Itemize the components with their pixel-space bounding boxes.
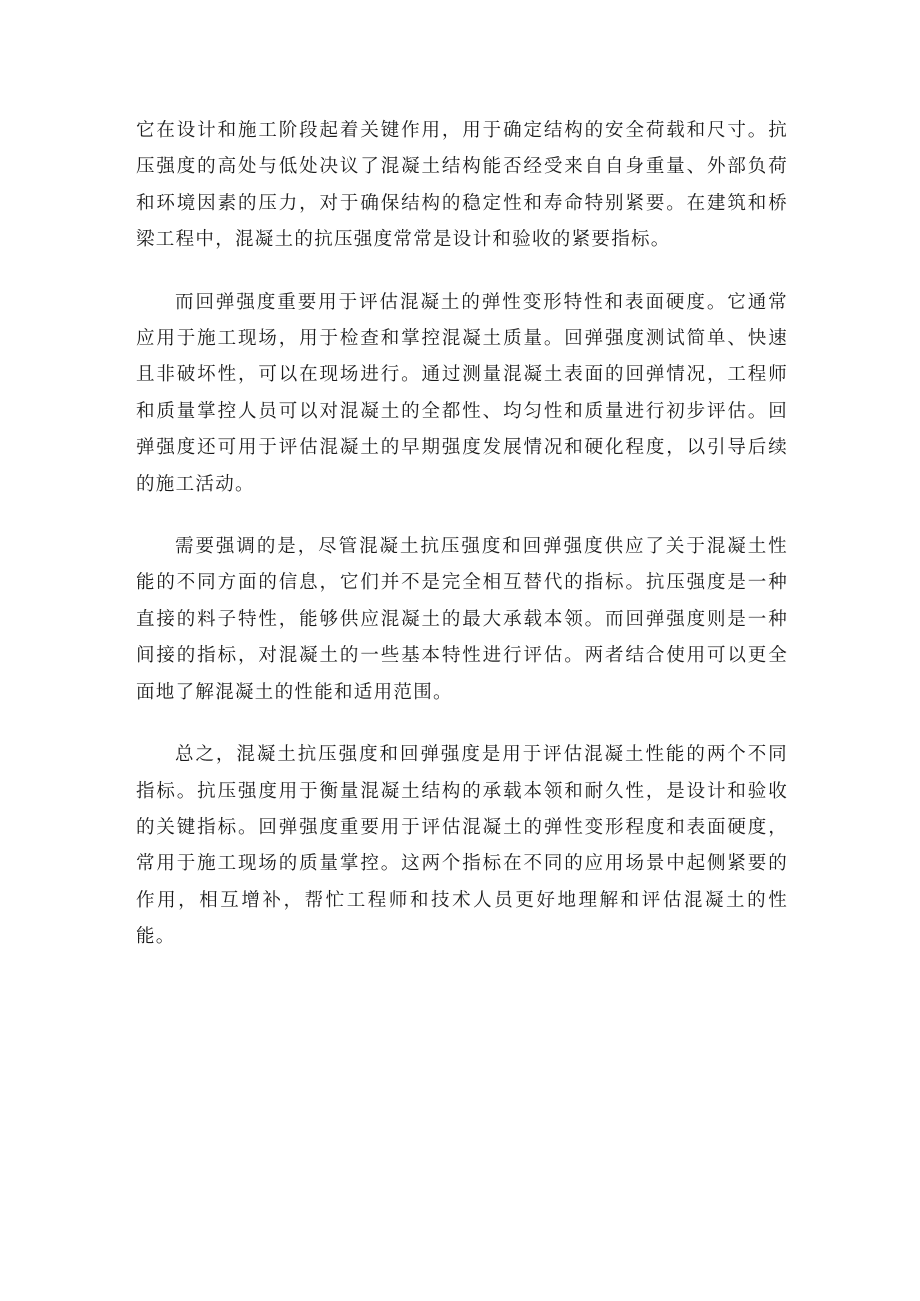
paragraph-summary: 总之，混凝土抗压强度和回弹强度是用于评估混凝土性能的两个不同指标。抗压强度用于衡量混凝土结构的承载本领和耐久性，是设计和验收的关键指标。回弹强度重要用于评估混凝土的弹性变形程度和表面硬度，常用于施工现场的质量掌控。这两个指标在不同的应用场景中起侧紧要的作用，相互增补，帮忙工程师和技术人员更好地理解和评估混凝土的性能。	[136, 744, 788, 948]
paragraph-not-substitutes: 需要强调的是，尽管混凝土抗压强度和回弹强度供应了关于混凝土性能的不同方面的信息，它们并不是完全相互替代的指标。抗压强度是一种直接的料子特性，能够供应混凝土的最大承载本领。而回弹强度则是一种间接的指标，对混凝土的一些基本特性进行评估。两者结合使用可以更全面地了解混凝土的性能和适用范围。	[136, 536, 788, 703]
paragraph-rebound-strength-use: 而回弹强度重要用于评估混凝土的弹性变形特性和表面硬度。它通常应用于施工现场，用于检查和掌控混凝土质量。回弹强度测试简单、快速且非破坏性，可以在现场进行。通过测量混凝土表面的回弹情况，工程师和质量掌控人员可以对混凝土的全都性、均匀性和质量进行初步评估。回弹强度还可用于评估混凝土的早期强度发展情况和硬化程度，以引导后续的施工活动。	[136, 291, 788, 495]
paragraph-compressive-strength-role: 它在设计和施工阶段起着关键作用，用于确定结构的安全荷载和尺寸。抗压强度的高处与低处决议了混凝土结构能否经受来自自身重量、外部负荷和环境因素的压力，对于确保结构的稳定性和寿命特别紧要。在建筑和桥梁工程中，混凝土的抗压强度常常是设计和验收的紧要指标。	[136, 120, 788, 251]
document-body	[136, 113, 788, 956]
